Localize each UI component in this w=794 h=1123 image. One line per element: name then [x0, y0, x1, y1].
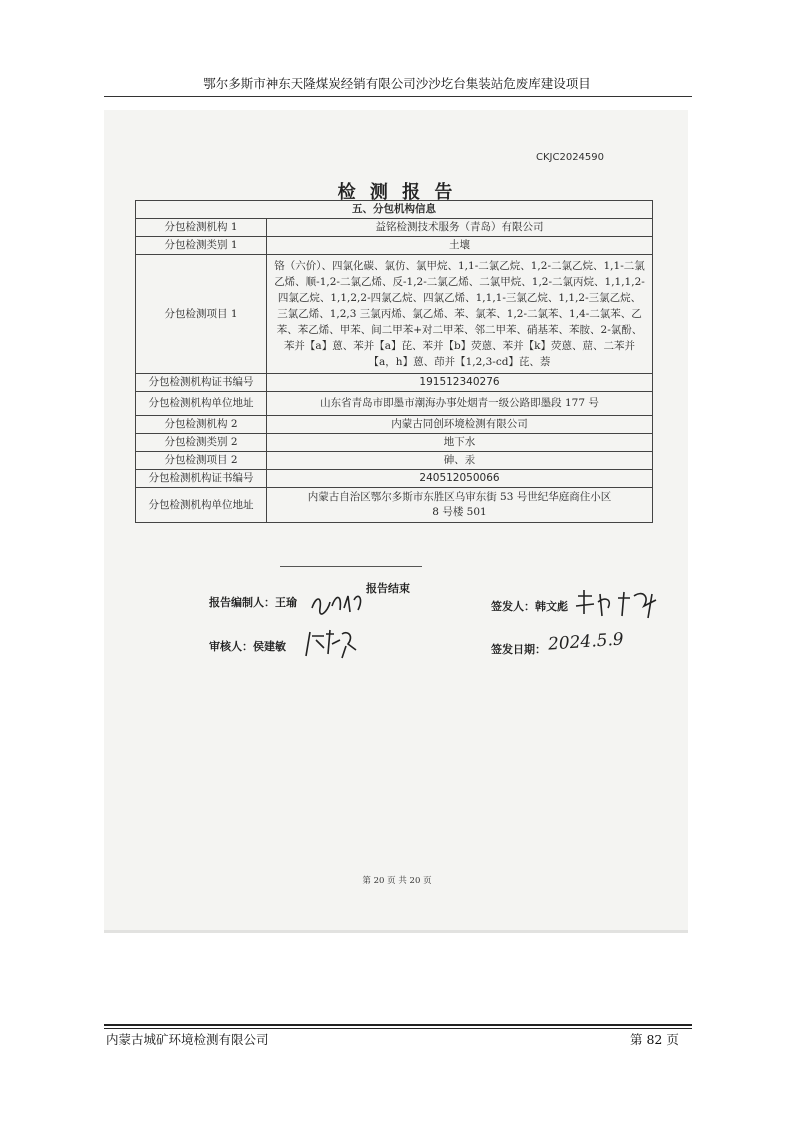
table-row [136, 488, 653, 523]
report-number: CKJC2024590 [536, 152, 605, 163]
row-label: 分包检测项目 2 [136, 452, 267, 470]
row-value: 地下水 [267, 434, 653, 452]
table-row [136, 416, 653, 434]
row-value: 砷、汞 [267, 452, 653, 470]
report-end-text: 报告结束 [366, 582, 410, 595]
editor-label: 报告编制人： [209, 596, 275, 609]
table-row [136, 219, 653, 237]
row-label: 分包检测类别 2 [136, 434, 267, 452]
signer-label: 签发人： [491, 600, 535, 613]
report-title: 检 测 报 告 [337, 182, 457, 203]
issue-date-label: 签发日期： [491, 643, 546, 656]
row-value: 内蒙古自治区鄂尔多斯市东胜区乌审东街 53 号世纪华庭商住小区 8 号楼 501 [267, 488, 653, 523]
row-label: 分包检测项目 1 [136, 255, 267, 374]
row-value: 益铭检测技术服务（青岛）有限公司 [267, 219, 653, 237]
editor-signature [209, 594, 297, 610]
reviewer-label: 审核人： [209, 640, 253, 653]
scan-page-number: 第 20 页 共 20 页 [362, 876, 432, 886]
document-header: 鄂尔多斯市神东天隆煤炭经销有限公司沙沙圪台集装站危废库建设项目 [203, 76, 591, 91]
row-label: 分包检测机构证书编号 [136, 470, 267, 488]
row-label: 分包检测机构单位地址 [136, 488, 267, 523]
row-label: 分包检测机构 2 [136, 416, 267, 434]
row-value: 191512340276 [267, 374, 653, 392]
header-rule [104, 96, 692, 97]
subcontract-info-table [135, 200, 653, 523]
footer-page: 第 82 页 [630, 1032, 679, 1047]
signer-signature [491, 598, 568, 614]
row-value: 山东省青岛市即墨市潮海办事处烟青一级公路即墨段 177 号 [267, 392, 653, 416]
row-label: 分包检测机构 1 [136, 219, 267, 237]
table-row [136, 237, 653, 255]
footer-rule [104, 1024, 692, 1026]
reviewer-handwritten-signature [302, 626, 360, 662]
row-value: 土壤 [267, 237, 653, 255]
issue-date [491, 641, 546, 657]
reviewer-name: 侯建敏 [253, 640, 286, 653]
footer-rule-thin [104, 1028, 692, 1029]
row-label: 分包检测机构证书编号 [136, 374, 267, 392]
scanned-page-edge [104, 930, 688, 933]
signer-handwritten-signature [572, 586, 664, 622]
table-row [136, 374, 653, 392]
table-row [136, 434, 653, 452]
row-value: 240512050066 [267, 470, 653, 488]
table-row [136, 470, 653, 488]
table-row [136, 255, 653, 374]
reviewer-signature [209, 638, 286, 654]
issue-date-handwritten: 2024.5.9 [547, 629, 625, 655]
editor-handwritten-signature [308, 588, 370, 618]
table-row [136, 452, 653, 470]
editor-name: 王瑜 [275, 596, 297, 609]
row-value: 铬（六价）、四氯化碳、氯仿、氯甲烷、1,1-二氯乙烷、1,2-二氯乙烷、1,1-二氯乙烯、顺-1,2-二氯乙烯、反-1,2-二氯乙烯、二氯甲烷、1,2-二氯丙烷、1,1,1,2-四氯乙烷、1,1,2,2-四氯乙烷、四氯乙烯、1,1,1-三氯乙烷、1,1,2-三氯乙烷、三氯乙烯、1,2,3 三氯丙烯、氯乙烯、苯、氯苯、1,2-二氯苯、1,4-二氯苯、乙苯、苯乙烯、甲苯、间二甲苯+对二甲苯、邻二甲苯、硝基苯、苯胺、2-氯酚、苯并【a】蒽、苯并【a】芘、苯并【b】荧蒽、苯并【k】荧蒽、䓛、二苯并【a，h】蒽、茚并【1,2,3-cd】芘、萘 [267, 255, 653, 374]
table-section-row [136, 201, 653, 219]
footer-company: 内蒙古城矿环境检测有限公司 [106, 1032, 269, 1047]
row-value: 内蒙古同创环境检测有限公司 [267, 416, 653, 434]
table-row [136, 392, 653, 416]
section-title: 五、分包机构信息 [136, 201, 653, 219]
row-label: 分包检测机构单位地址 [136, 392, 267, 416]
signer-name: 韩文彪 [535, 600, 568, 613]
report-end-rule [280, 566, 422, 567]
row-label: 分包检测类别 1 [136, 237, 267, 255]
